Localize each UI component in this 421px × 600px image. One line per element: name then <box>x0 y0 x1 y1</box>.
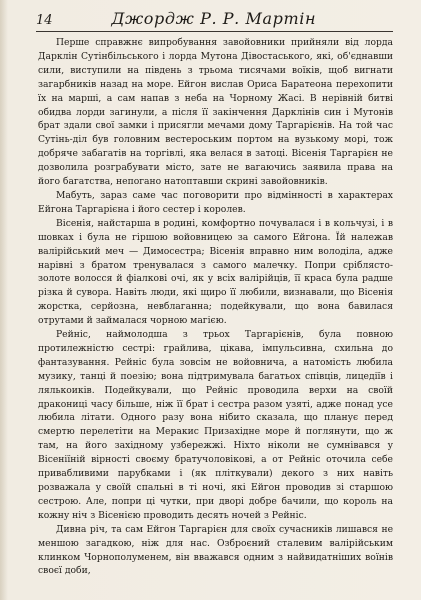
paragraph-4: Рейніс, наймолодша з трьох Таргарієнів, була повною протилежністю сестрі: грайлива, цікава, імпульсивна, схильна до фантазування. Рейніс була зовсім не войовнича, а натомість любила музику, танці й поезію; вона підтримувала багатьох співців, лицедіїв і лялькоиків. Подейкували, що Рейніс проводила верхи на своїй дракониці часу більше, ніж її брат і сестра разом узяті, адже понад усе любила літати. Одного разу вона нібито сказала, що планує перед смертю перелетіти на Меракис Призахідне море й поглянути, що ж там, на його західному узбережжі. Ніхто ніколи не сумнівався у Вісеніїній вірності своєму братучоловікові, а от Рейніс оточила себе привабливими парубками і (як пліткували) декого з них навіть розважала у своїй спальні в ті ночі, які Ейгон проводив зі старшою сестрою. Але, попри ці чутки, при дворі добре бачили, що король на кожну ніч з Вісенією проводить десять ночей з Рейніс. <box>38 329 393 521</box>
paragraph-2: Мабуть, зараз саме час поговорити про відмінності в характерах Ейгона Таргарієна і його сестер і королев. <box>38 189 393 215</box>
paragraph-3: Вісенія, найстарша в родині, комфортно почувалася і в кольчузі, і в шовках і була не гіршою войовницею за самого Ейгона. Їй належав валірійський меч — Димосестра; Вісенія вправно ним володіла, адже нарівні з братом тренувалася з самого малечку. Попри сріблясто-золоте волосся й фіалкові очі, як у всіх валірійців, її краса була радше різка й сувора. Навіть люди, які щиро її любили, визнавали, що Вісенія жорстка, серйозна, невблаганна; подейкували, що вона бавилася отрутами й займалася чорною магією. <box>38 217 393 327</box>
page-number: 14 <box>36 13 53 28</box>
paragraph-1: Перше справжнє випробування завойовники прийняли від лорда Дарклін Сутінбільського і лорда Мутона Дівостаського, які, об'єднавши сили, виступили на південь з трьома тисячами воїків, щоб вигнати загарбників назад на море. Ейгон вислав Ориса Баратеона перехопити їх на марші, а сам напав з неба на Чорному Жасі. В нерівній битві обидва лорди загинули, а після її закінчення Дарклінів син і Мутонів брат здали свої замки і присягли мечами дому Таргарієнів. На той час Сутінь-діл був головним вестероським портом на вузькому морі, тож добряче забагатів на торгівлі, яка велася в затоці. Вісенія Таргарієн не дозволила розграбувати місто, зате не вагаючись заявила права на його багатства, непогано натоптавши скрині завойовників. <box>38 37 393 188</box>
page-body <box>38 36 393 594</box>
paragraph-5: Дивна річ, та сам Ейгон Таргарієн для своїх сучасників лишався не меншою загадкою, ніж для нас. Озброєний сталевим валірійським клинком Чорнополуменем, він вважався одним з найвидатніших воїнів своєї доби, <box>38 523 393 577</box>
page-header <box>36 9 393 31</box>
header-rule <box>36 31 393 32</box>
running-head: Джордж Р. Р. Мартін <box>111 9 317 28</box>
